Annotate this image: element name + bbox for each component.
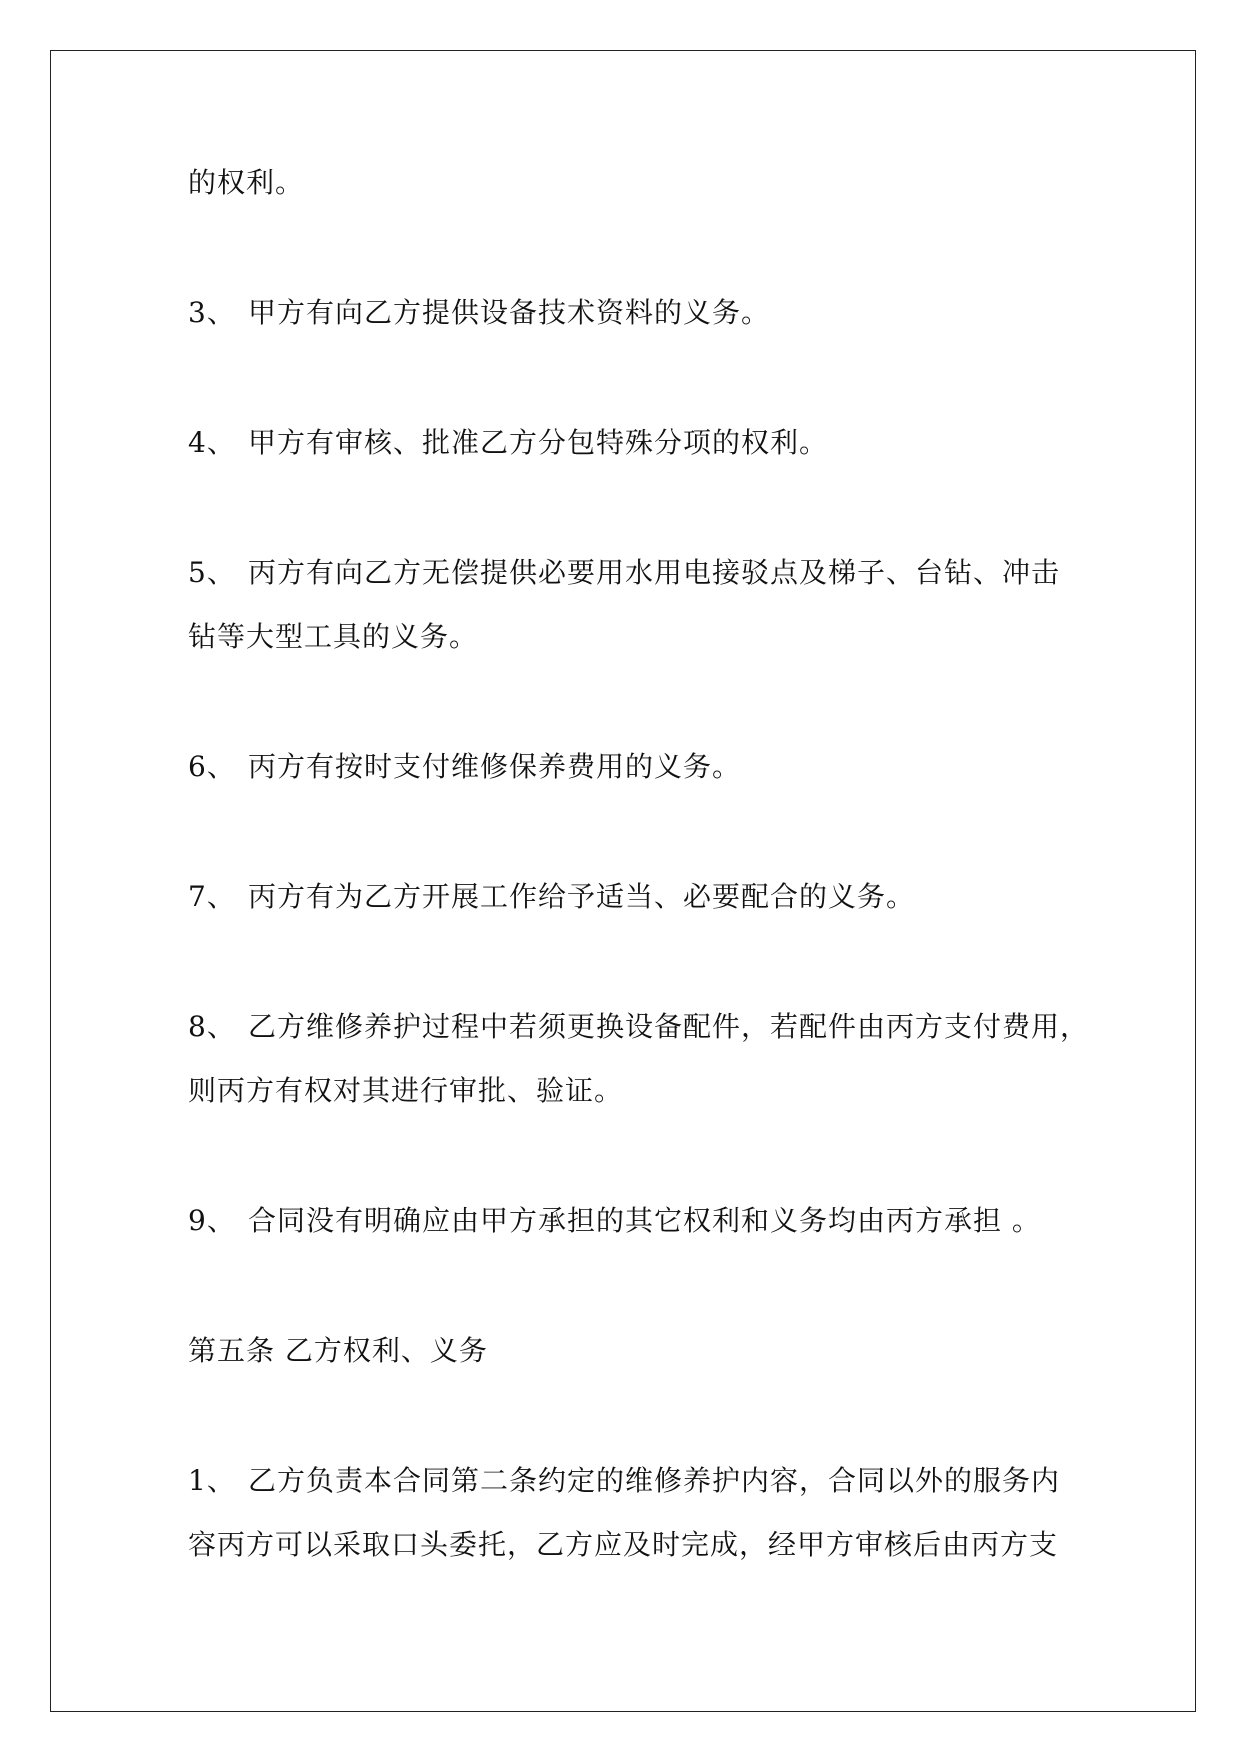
list-item [188, 1007, 1089, 1047]
text-line: 的权利。 [188, 166, 305, 199]
item-text: 丙方有向乙方无偿提供必要用水用电接驳点及梯子、台钻、冲击 [248, 556, 1061, 589]
list-item [188, 553, 1060, 593]
list-item [188, 1461, 1060, 1501]
item-number: 7、 [188, 880, 236, 913]
item-number: 6、 [188, 750, 236, 783]
item-number: 3、 [188, 296, 236, 329]
list-item [188, 423, 828, 463]
item-number: 9、 [188, 1204, 236, 1237]
list-item [188, 747, 741, 787]
section-heading: 第五条 乙方权利、义务 [188, 1334, 488, 1367]
item-text: 甲方有向乙方提供设备技术资料的义务。 [248, 296, 771, 329]
item-text: 甲方有审核、批准乙方分包特殊分项的权利。 [248, 426, 829, 459]
text-line: 则丙方有权对其进行审批、验证。 [188, 1074, 624, 1107]
item-number: 8、 [188, 1010, 236, 1043]
item-text: 乙方维修养护过程中若须更换设备配件，若配件由丙方支付费用， [248, 1010, 1090, 1043]
item-number: 5、 [188, 556, 236, 589]
list-item [188, 1201, 1041, 1241]
item-text: 丙方有按时支付维修保养费用的义务。 [248, 750, 742, 783]
text-line: 容丙方可以采取口头委托，乙方应及时完成，经甲方审核后由丙方支 [188, 1528, 1059, 1561]
item-text: 乙方负责本合同第二条约定的维修养护内容，合同以外的服务内 [248, 1464, 1061, 1497]
item-text: 丙方有为乙方开展工作给予适当、必要配合的义务。 [248, 880, 916, 913]
item-text: 合同没有明确应由甲方承担的其它权利和义务均由丙方承担 。 [248, 1204, 1041, 1237]
item-number: 4、 [188, 426, 236, 459]
text-line: 钻等大型工具的义务。 [188, 620, 479, 653]
item-number: 1、 [188, 1464, 236, 1497]
list-item [188, 877, 915, 917]
list-item [188, 293, 770, 333]
